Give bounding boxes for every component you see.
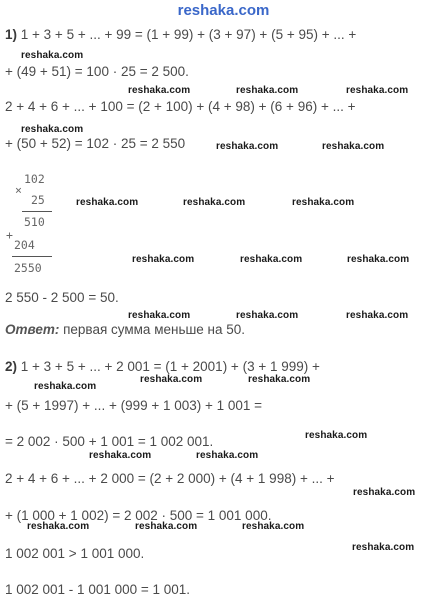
part2-line2: + (5 + 1997) + ... + (999 + 1 003) + 1 001 = [5, 398, 263, 413]
part2-diff: 1 002 001 - 1 001 000 = 1 001. [5, 582, 191, 597]
watermark: reshaka.com [128, 310, 191, 321]
part1-line4: + (50 + 52) = 102 · 25 = 2 550 [5, 136, 186, 151]
part2-line4: 2 + 4 + 6 + ... + 2 000 = (2 + 2 000) + (4 + 1 998) + ... + [5, 471, 335, 486]
watermark: reshaka.com [34, 381, 97, 392]
watermark: reshaka.com [196, 450, 259, 461]
watermark: reshaka.com [27, 521, 90, 532]
mult-partial-1: 510 [24, 215, 45, 229]
watermark: reshaka.com [236, 310, 299, 321]
watermark: reshaka.com [128, 85, 191, 96]
watermark: reshaka.com [346, 85, 409, 96]
mult-partial-2: 204 [14, 238, 35, 252]
watermark: reshaka.com [89, 450, 152, 461]
watermark: reshaka.com [322, 141, 385, 152]
part2-compare: 1 002 001 > 1 001 000. [5, 546, 145, 561]
watermark: reshaka.com [305, 430, 368, 441]
watermark: reshaka.com [21, 50, 84, 61]
mult-line-2 [12, 256, 52, 257]
part2-line1 [5, 359, 320, 375]
watermark: reshaka.com [352, 542, 415, 553]
site-header: reshaka.com [177, 2, 270, 19]
watermark: reshaka.com [216, 141, 279, 152]
watermark: reshaka.com [76, 197, 139, 208]
watermark: reshaka.com [21, 124, 84, 135]
watermark: reshaka.com [183, 197, 246, 208]
answer-text: первая сумма меньше на 50. [63, 322, 246, 337]
watermark: reshaka.com [242, 521, 305, 532]
watermark: reshaka.com [347, 254, 410, 265]
mult-plus-sign: + [6, 228, 13, 242]
watermark: reshaka.com [346, 310, 409, 321]
part1-line1-text: 1 + 3 + 5 + ... + 99 = (1 + 99) + (3 + 97) + (5 + 95) + ... + [20, 27, 357, 42]
watermark: reshaka.com [353, 487, 416, 498]
watermark: reshaka.com [140, 374, 203, 385]
part2-line3: = 2 002 · 500 + 1 001 = 1 002 001. [5, 434, 214, 449]
mult-times-sign: × [15, 183, 22, 197]
part1-line3: 2 + 4 + 6 + ... + 100 = (2 + 100) + (4 + 98) + (6 + 96) + ... + [5, 99, 356, 114]
mult-line-1 [22, 211, 52, 212]
answer-label: Ответ: [5, 322, 60, 337]
watermark: reshaka.com [240, 254, 303, 265]
mult-result: 2550 [14, 261, 42, 275]
watermark: reshaka.com [292, 197, 355, 208]
part2-label: 2) [5, 359, 18, 374]
watermark: reshaka.com [135, 521, 198, 532]
part1-diff: 2 550 - 2 500 = 50. [5, 290, 119, 305]
watermark: reshaka.com [132, 254, 195, 265]
watermark: reshaka.com [236, 85, 299, 96]
watermark: reshaka.com [248, 374, 311, 385]
part1-label: 1) [5, 27, 18, 42]
mult-factor-b: 25 [31, 193, 45, 207]
part1-answer [5, 322, 245, 338]
mult-factor-a: 102 [24, 172, 45, 186]
part2-line5: + (1 000 + 1 002) = 2 002 · 500 = 1 001 000. [5, 508, 272, 523]
part1-line2: + (49 + 51) = 100 · 25 = 2 500. [5, 64, 189, 79]
part1-line1 [5, 27, 356, 43]
part2-line1-text: 1 + 3 + 5 + ... + 2 001 = (1 + 2001) + (3 + 1 999) + [20, 359, 320, 374]
